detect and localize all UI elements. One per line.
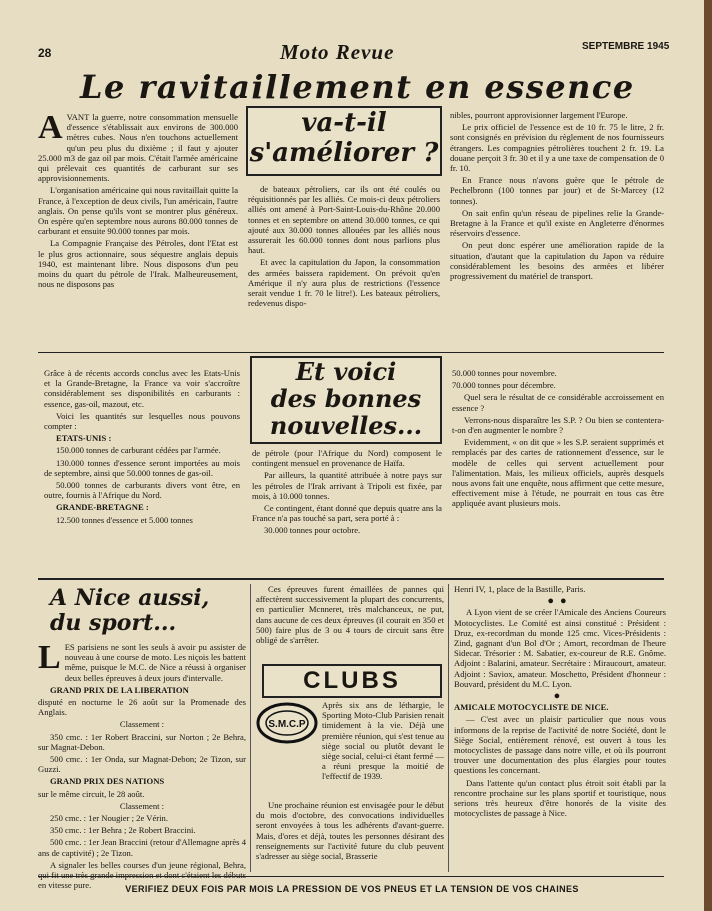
article3-subheading: GRAND PRIX DES NATIONS: [50, 776, 165, 787]
clubs-subheading: AMICALE MOTOCYCLISTE DE NICE.: [454, 702, 609, 713]
article1-paragraph: L'organisation américaine qui nous ravitaillait quitte la France, à l'exception de deux civils, l'un américain, l'autre anglais. On pense qu'ils vont se montrer plus généreux. On espère qu'en septembre nous aurons 80.000 tonnes de carburant et ensuite 90.000 tonnes par mois.: [38, 185, 239, 237]
clubs-column-2a: [322, 700, 444, 784]
article2-title-line: des bonnes: [270, 384, 422, 413]
clubs-paragraph: — C'est avec un plaisir particulier que nous vous informons de la reprise de l'activité de notre Société, dont le Siège Social, entièrement rénové, est ouvert à tous les motocyclistes de passage dans notre ville, et où ils pourront trouver une documentation des plus élargies pour toutes questions les concernant.: [454, 714, 666, 776]
subhead-line: s'améliorer ?: [249, 138, 439, 168]
article1-paragraph: Le prix officiel de l'essence est de 10 fr. 75 le litre, 2 fr. sont consignés en prévision du règlement de nos fournisseurs étrangers. Les compagnies pétrolières touchent 2 fr. 19. La douane perçoit 3 fr. 30 et il y a une taxe de compensation de 0 fr. 10.: [450, 122, 664, 174]
article3-paragraph: 500 cmc. : 1er Onda, sur Magnat-Debon; 2e Tizon, sur Guzzi.: [38, 754, 246, 775]
article1-column-1: [38, 109, 239, 291]
article2-subheading: GRANDE-BRETAGNE :: [56, 502, 149, 513]
article2-column-1: [44, 368, 240, 527]
article2-paragraph: 50.000 tonnes de carburants divers vont être, en outre, fournis à l'Afrique du Nord.: [44, 480, 240, 501]
article2-paragraph: Par ailleurs, la quantité attribuée à notre pays sur les pétroles de l'Irak arrivant à Tripoli est fixée, par mois, à 10.000 tonnes.: [252, 470, 442, 501]
article2-paragraph: 50.000 tonnes pour novembre.: [452, 368, 557, 378]
separator-dots: ●●: [547, 595, 573, 608]
article1-column-2: [248, 184, 440, 310]
headline: Le ravitaillement en essence: [80, 68, 635, 106]
clubs-column-2b: [256, 800, 444, 863]
article1-paragraph: On peut donc espérer une amélioration rapide de la situation, d'autant que la capitulation du Japon va réduire considérablement les besoins des armées et libérer progressivement du matériel de transport.: [450, 240, 664, 282]
article2-paragraph: Voici les quantités sur lesquelles nous pouvons compter :: [44, 410, 240, 432]
article3-paragraph: disputé en nocturne le 26 août sur la Promenade des Anglais.: [38, 697, 246, 718]
clubs-paragraph: Dans l'attente qu'un contact plus étroit soit établi par la rencontre prochaine sur les plans sportif et touristique, nous serions très heureux d'être honorés de la visite des motocyclistes de passage à Nice.: [454, 777, 666, 819]
article3-paragraph: 350 cmc. : 1er Behra ; 2e Robert Braccini.: [50, 825, 196, 836]
article3-title: [50, 586, 246, 636]
separator-dots: ●: [553, 690, 567, 703]
article2-paragraph: Verrons-nous disparaître les S.P. ? Ou bien se contentera-t-on d'en augmenter le nombre ?: [452, 414, 664, 436]
clubs-paragraph: A Lyon vient de se créer l'Amicale des Anciens Coureurs Motocyclistes. Le Comité est ainsi constitué : Président : Druz, ex-recordman du monde 125 cmc. Vices-Présidents : Zind, gagnant d'un Bol d'Or ; Amort, recordman de l'heure Sidecar. Trésorier : M. Sabatier, ex-coureur de R.E. Gnôme. Adjoint : Balarini, amateur. Secrétaire : Miraucourt, amateur. Adjoint : Saviox, amateur. Moschetto, Président d'honneur : Bouvard, président du M.C. Lyon.: [454, 607, 666, 689]
article2-title-line: nouvelles...: [269, 411, 423, 440]
article2-title-line: Et voici: [295, 357, 397, 386]
article2-column-2: [252, 448, 442, 538]
article3-paragraph: Ces épreuves furent émaillées de pannes qui affectèrent successivement la plupart des concurrents, en particulier Mcnneret, très malchanceux, ne put, dans aucune de ces deux épreuves (il courait en 350 et 500) faire plus de 3 ou 4 tours de circuit sans être obligé de s'arrêter.: [256, 584, 444, 646]
page-number: 28: [38, 46, 52, 60]
article2-paragraph: 30.000 tonnes pour octobre.: [264, 525, 361, 536]
article3-title-line: A Nice aussi,: [50, 585, 210, 611]
article3-column-1: [38, 639, 246, 892]
drop-cap: L: [38, 639, 61, 676]
article3-paragraph: Classement :: [119, 800, 165, 811]
smcp-logo: [256, 702, 318, 744]
article3-column-2: [256, 584, 444, 647]
article3-paragraph: LES parisiens ne sont les seuls à avoir pu assister de nouveau à une course de moto. Les niçois les battent même, puisque le M.C. de Nice a réussi à organiser deux belles épreuves à deux jours d'intervalle.: [38, 639, 246, 683]
issue-date: SEPTEMBRE 1945: [582, 41, 670, 52]
section-divider: [38, 352, 664, 353]
column-divider: [448, 584, 449, 872]
article2-paragraph: 70.000 tonnes pour décembre.: [452, 380, 556, 391]
article3-title-line: du sport...: [50, 610, 177, 636]
article1-paragraph: La Compagnie Française des Pétroles, dont l'Etat est le plus gros actionnaire, sous séquestre anglais depuis 1940, est maintenant libre. Nous disposons d'un peu moins du quart du pétrole de l'Irak. Malheureusement, nous ne disposons pas: [38, 238, 238, 290]
column-divider: [250, 584, 251, 872]
subhead-line: va-t-il: [301, 108, 387, 138]
clubs-banner: CLUBS: [262, 664, 442, 698]
drop-cap: A: [38, 109, 63, 146]
footer-divider: [38, 876, 664, 877]
article2-subheading: ETATS-UNIS :: [56, 433, 112, 444]
article3-paragraph: Classement :: [119, 719, 165, 730]
article3-paragraph: 500 cmc. : 1er Jean Braccini (retour d'Allemagne après 4 ans de captivité) ; 2e Tizon.: [38, 837, 246, 858]
article2-title-box: [250, 356, 442, 444]
article1-paragraph: AVANT la guerre, notre consommation mensuelle d'essence s'établissait aux environs de 300.000 mètres cubes. Nous n'en touchons actuellement qu'un peu plus du dixième ; il faut y ajouter 25.000 m3 de gaz oil par mois. C'était l'armée américaine qui prélevait ces quantités de carburant sur ses approvisionnements.: [38, 109, 238, 184]
article2-paragraph: 130.000 tonnes d'essence seront importées au mois de septembre, ainsi que 50.000 tonnes de gas-oil.: [44, 457, 240, 478]
article2-paragraph: Evidemment, « on dit que » les S.P. seraient supprimés et remplacés par des cartes de rationnement d'essence, sur le modèle de celles qui servent actuellement pour l'alimentation. Mais, les milieux officiels, auprès desquels nous avons fait une enquête, nous affirment que cette mesure, effectivement mise à l'étude, ne pourrait en tous cas être appliquée avant plusieurs mois.: [452, 437, 664, 509]
article2-paragraph: de pétrole (pour l'Afrique du Nord) composent le contingent mensuel en provenance de Haïfa.: [252, 448, 442, 469]
article2-paragraph: 12.500 tonnes d'essence et 5.000 tonnes: [56, 514, 193, 525]
article2-paragraph: Quel sera le résultat de ce considérable accroissement en essence ?: [452, 392, 664, 413]
article3-paragraph: A signaler les belles courses d'un jeune régional, Behra, en vitesse pure.: [38, 859, 246, 891]
article1-paragraph: nibles, pourront approvisionner largement l'Europe.: [450, 110, 628, 120]
clubs-paragraph: Après six ans de léthargie, le Sporting Moto-Club Parisien renait timidement à la vie. Déjà une première réunion, qui s'est tenue au siège social ou plutôt devant le siège social, celui-ci étant fermé — a réuni presque la moitié de l'effectif de 1939.: [322, 700, 444, 782]
article2-column-3: [452, 368, 664, 511]
article3-subheading: GRAND PRIX DE LA LIBERATION: [50, 684, 189, 695]
clubs-column-3: [454, 584, 666, 820]
article1-paragraph: En France nous n'avons guère que le pétrole de Pechelbronn (100 tonnes par jour) et de St-Marcey (12 tonnes).: [450, 175, 664, 206]
article1-paragraph: Et avec la capitulation du Japon, la consommation des armées baissera rapidement. On prévoit qu'en Amérique il n'y aura plus de restrictions (l'essence serait vendue 1 fr. 70 le litre!). Les bateaux pétroliers, redevenus dispo-: [248, 257, 440, 309]
magazine-title: Moto Revue: [280, 40, 395, 64]
subhead-box: [246, 106, 442, 176]
section-divider: [38, 578, 664, 580]
article1-paragraph: On sait enfin qu'un réseau de pipelines relie la Grande-Bretagne à la France et qu'il existe en Angleterre d'énormes réservoirs d'essence.: [450, 207, 664, 239]
article3-paragraph: sur le même circuit, le 28 août.: [38, 788, 145, 799]
article2-paragraph: Grâce à de récents accords conclus avec les Etats-Unis et la Grande-Bretagne, la France va voir s'accroître considérablement ses disponibilités en carburants : essence, gas-oil, mazout, etc.: [44, 368, 240, 409]
smcp-logo-text: S.M.C.P: [268, 719, 306, 730]
article1-column-3: [450, 110, 664, 283]
clubs-paragraph: Henri IV, 1, place de la Bastille, Paris.: [454, 584, 586, 594]
article3-paragraph: 250 cmc. : 1er Nougier ; 2e Vérin.: [50, 813, 168, 824]
article2-paragraph: 150.000 tonnes de carburant cédées par l'armée.: [56, 445, 221, 456]
article3-paragraph: 350 cmc. : 1er Robert Braccini, sur Norton ; 2e Behra, sur Magnat-Debon.: [38, 731, 246, 752]
clubs-paragraph: Une prochaine réunion est envisagée pour le début du mois d'octobre, des convocations individuelles seront envoyées à tous les adhérents d'avant-guerre. Mais, d'ores et déjà, toutes les personnes désirant des renseignements sur l'activité future du club peuvent s'adresser au siège social, Brasserie: [256, 800, 444, 862]
footer-slogan: VERIFIEZ DEUX FOIS PAR MOIS LA PRESSION DE VOS PNEUS ET LA TENSION DE VOS CHAINES: [125, 884, 579, 894]
article2-paragraph: Ce contingent, étant donné que depuis quatre ans la France n'a pas touché sa part, sera porté à :: [252, 503, 442, 524]
article1-paragraph: de bateaux pétroliers, car ils ont été coulés ou réquisitionnés par les alliés. Ce mois-ci deux pétroliers alliés ont amené à Port-Saint-Louis-du-Rhône 20.000 tonnes et en septembre on attend 30.000 tonnes, ce qui ajouté aux 30.000 tonnes allouées par les alliés nous assurerait les 60.000 tonnes dont nous parlions plus haut.: [248, 184, 440, 256]
